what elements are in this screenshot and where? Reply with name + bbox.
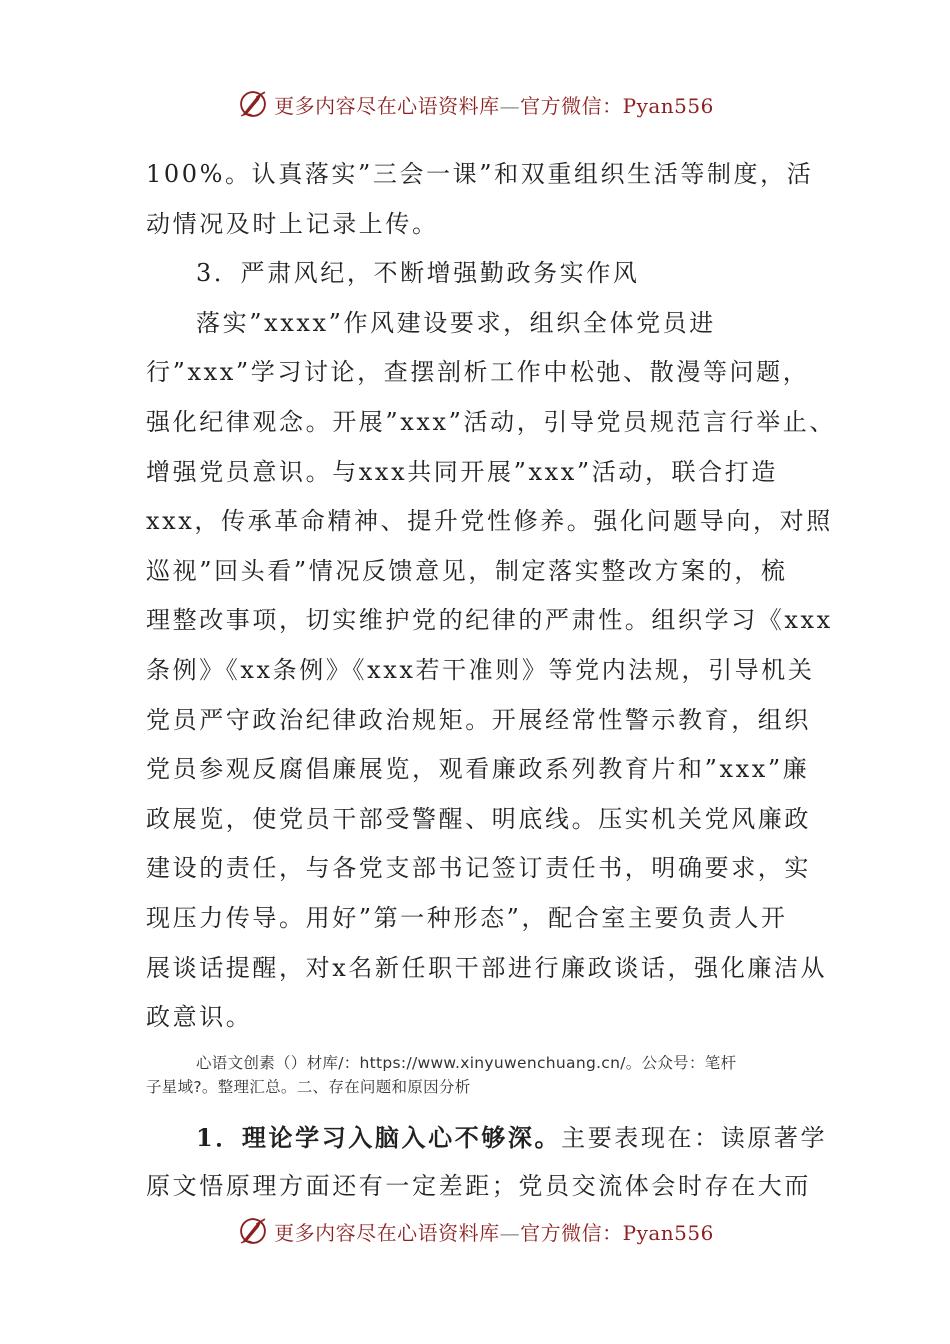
paragraph-line: 政意识。 [146,1003,253,1032]
paragraph-line: 展谈话提醒，对x名新任职干部进行廉政谈话，强化廉洁从 [146,953,828,982]
paragraph-line: 建设的责任，与各党支部书记签订责任书，明确要求，实 [146,854,811,883]
paragraph-line: 落实”xxxx”作风建设要求，组织全体党员进 [196,308,716,337]
quill-pen-logo-icon [236,1214,270,1248]
paragraph-line: 政展览，使党员干部受警醒、明底线。压实机关党风廉政 [146,804,811,833]
paragraph-line: xxx，传承革命精神、提升党性修养。强化问题导向，对照 [146,507,833,536]
paragraph-line: 行”xxx”学习讨论，查摆剖析工作中松弛、散漫等问题， [146,358,810,387]
watermark-text: 更多内容尽在心语资料库—官方微信：Pyan556 [274,1220,714,1245]
source-note-line: 子星域?。整理汇总。二、存在问题和原因分析 [146,1077,471,1096]
paragraph-line: 增强党员意识。与xxx共同开展”xxx”活动，联合打造 [146,457,778,486]
paragraph-line: 条例》《xx条例》《xxx若干准则》等党内法规，引导机关 [146,655,815,684]
paragraph-line: 原文悟原理方面还有一定差距；党员交流体会时存在大而 [146,1172,811,1201]
document-body [146,150,836,1212]
quill-pen-logo-icon [236,87,270,121]
watermark-text: 更多内容尽在心语资料库—官方微信：Pyan556 [274,93,714,118]
paragraph-line: 党员参观反腐倡廉展览，观看廉政系列教育片和”xxx”廉 [146,755,810,784]
footer-watermark [0,1211,950,1251]
header-watermark [0,84,950,124]
paragraph-line: 100%。认真落实”三会一课”和双重组织生活等制度，活 [146,160,814,188]
paragraph-line: 强化纪律观念。开展”xxx”活动，引导党员规范言行举止、 [146,407,836,436]
source-note-line: 心语文创素（）材库/：https://www.xinyuwenchuang.cn/。公众号：笔杆 [196,1053,737,1072]
paragraph-line: 现压力传导。用好”第一种形态”，配合室主要负责人开 [146,903,788,932]
section-paragraph [146,1113,826,1163]
paragraph-line: 巡视”回头看”情况反馈意见，制定落实整改方案的，梳 [146,556,788,585]
section-text: 主要表现在：读原著学 [561,1123,828,1152]
section-heading: 1．理论学习入脑入心不够深。 [196,1122,562,1152]
source-note [146,1051,826,1099]
subsection-heading: 3．严肃风纪，不断增强勤政务实作风 [196,259,640,288]
paragraph-line: 理整改事项，切实维护党的纪律的严肃性。组织学习《xxx [146,606,833,635]
paragraph-line: 动情况及时上记录上传。 [146,209,439,238]
paragraph-line: 党员严守政治纪律政治规矩。开展经常性警示教育，组织 [146,705,811,734]
